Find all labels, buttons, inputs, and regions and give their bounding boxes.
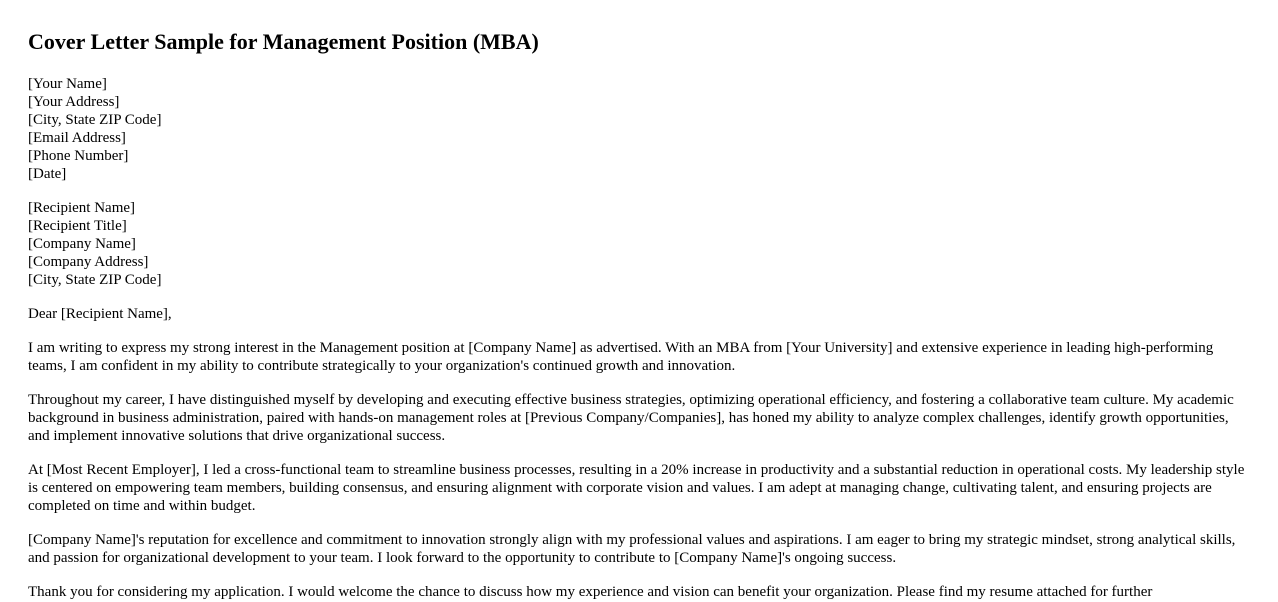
recipient-city-state-zip: [City, State ZIP Code] [28, 272, 162, 288]
sender-email: [Email Address] [28, 130, 126, 146]
sender-address-block [28, 75, 1250, 183]
sender-name: [Your Name] [28, 76, 107, 92]
body-paragraph-achievements: At [Most Recent Employer], I led a cross-functional team to streamline business processes, resulting in a 20% increase in productivity and a substantial reduction in operational costs. My leadership style is centered on empowering team members, building consensus, and ensuring alignment with corporate vision and values. I am adept at managing change, cultivating talent, and ensuring projects are completed on time and within budget. [28, 462, 1245, 514]
letter-date: [Date] [28, 166, 67, 182]
sender-city-state-zip: [City, State ZIP Code] [28, 112, 162, 128]
body-paragraph-intro: I am writing to express my strong interest in the Management position at [Company Name] as advertised. With an MBA from [Your University] and extensive experience in leading high-performing teams, I am confident in my ability to contribute strategically to your organization's continued growth and innovation. [28, 340, 1214, 374]
recipient-company-address: [Company Address] [28, 254, 149, 270]
recipient-company: [Company Name] [28, 236, 136, 252]
body-paragraph-company-fit: [Company Name]'s reputation for excellence and commitment to innovation strongly align with my professional values and aspirations. I am eager to bring my strategic mindset, strong analytical skills, and passion for organizational development to your team. I look forward to the opportunity to contribute to [Company Name]'s ongoing success. [28, 532, 1236, 566]
recipient-title: [Recipient Title] [28, 218, 127, 234]
recipient-name: [Recipient Name] [28, 200, 136, 216]
page-title: Cover Letter Sample for Management Position (MBA) [28, 29, 539, 54]
sender-phone: [Phone Number] [28, 148, 129, 164]
sender-address: [Your Address] [28, 94, 120, 110]
salutation: Dear [Recipient Name], [28, 306, 172, 322]
body-paragraph-career: Throughout my career, I have distinguished myself by developing and executing effective business strategies, optimizing operational efficiency, and fostering a collaborative team culture. My academic background in business administration, paired with hands-on management roles at [Previous Company/Companies], has honed my ability to analyze complex challenges, identify growth opportunities, and implement innovative solutions that drive organizational success. [28, 392, 1234, 444]
body-paragraph-closing: Thank you for considering my application. I would welcome the chance to discuss how my experience and vision can benefit your organization. Please find my resume attached for further [28, 584, 1153, 600]
recipient-address-block [28, 199, 1250, 289]
